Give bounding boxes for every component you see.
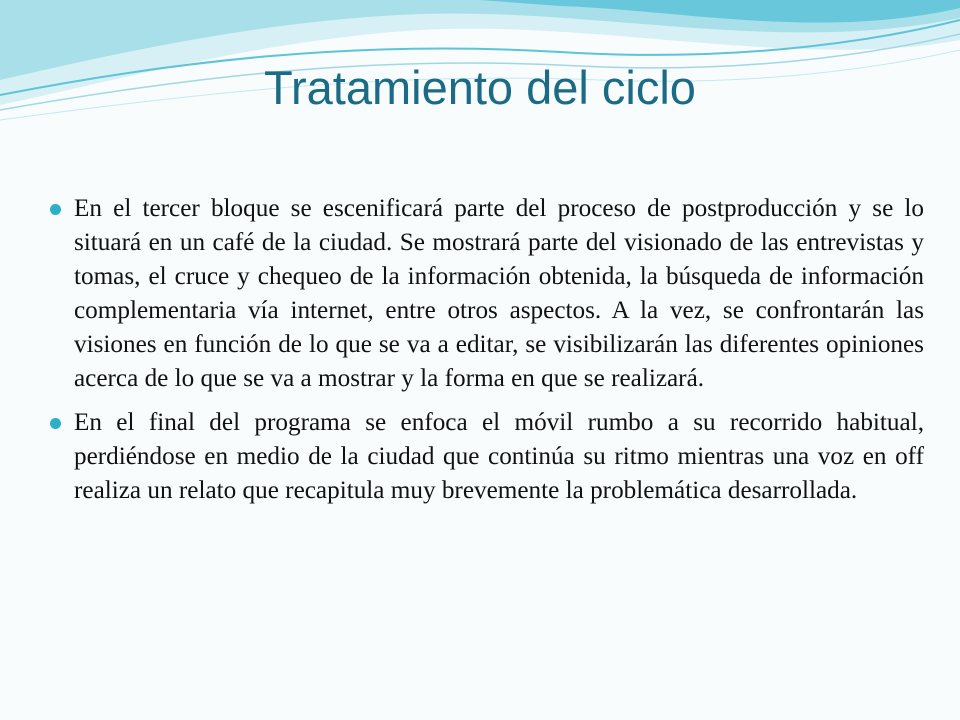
list-item: [44, 406, 924, 508]
bullet-dot-icon: [50, 418, 61, 429]
bullet-text: En el tercer bloque se escenificará parte del proceso de postproducción y se lo situará en un café de la ciudad. Se mostrará parte del visionado de las entrevistas y tomas, el cruce y chequeo de la información obtenida, la búsqueda de información complementaria vía internet, entre otros aspectos. A la vez, se confrontarán las visiones en función de lo que se va a editar, se visibilizarán las diferentes opiniones acerca de lo que se va a mostrar y la forma en que se realizará.: [74, 195, 924, 392]
bullet-text: En el final del programa se enfoca el móvil rumbo a su recorrido habitual, perdiéndose en medio de la ciudad que continúa su ritmo mientras una voz en off realiza un relato que recapitula muy brevemente la problemática desarrollada.: [74, 409, 924, 504]
bullet-list: [44, 192, 924, 518]
bullet-dot-icon: [50, 204, 61, 215]
list-item: [44, 192, 924, 396]
slide-title: Tratamiento del ciclo: [264, 61, 696, 114]
